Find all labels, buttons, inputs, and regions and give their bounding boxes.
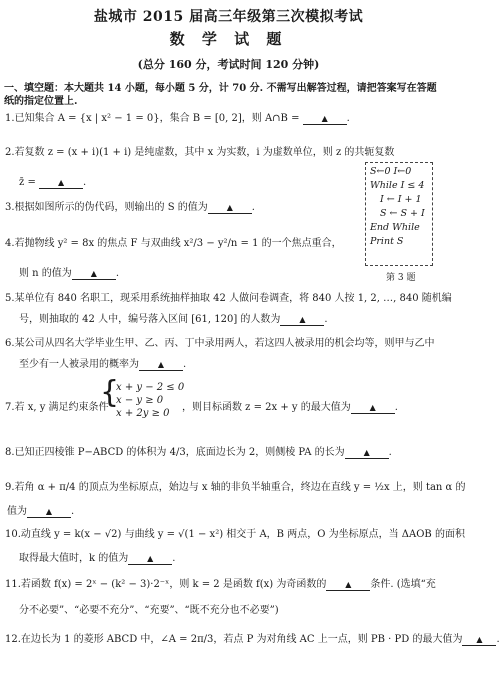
question-text-cont: 分不必要”、“必要不充分”、“充要”、“既不充分也不必要”) — [19, 605, 279, 616]
answer-blank[interactable]: ▲ — [27, 507, 71, 518]
pseudocode-line: While I ≤ 4 — [370, 180, 425, 191]
question-1: 1.已知集合 A = {x | x² − 1 = 0}，集合 B = [0, 2]，则 A∩B = ▲ . — [5, 113, 350, 124]
question-text: 在边长为 1 的菱形 ABCD 中，∠A = 2π/3，若点 P 为对角线 AC 上一点，则 PB · PD 的最大值为 — [20, 634, 463, 645]
question-4-continuation: 则 n 的值为 ▲ . — [5, 267, 119, 281]
answer-blank[interactable]: ▲ — [462, 635, 496, 646]
question-5 — [5, 292, 452, 306]
answer-blank[interactable]: ▲ — [72, 269, 116, 280]
question-number: 12. — [5, 634, 21, 645]
question-6 — [5, 337, 435, 351]
answer-blank[interactable]: ▲ — [326, 580, 370, 591]
answer-blank[interactable]: ▲ — [303, 114, 347, 125]
constraint-brace: { — [100, 375, 120, 410]
question-text: 根据如图所示的伪代码，则输出的 S 的值为 — [14, 202, 208, 213]
question-text-cont: 号，则抽取的 42 人中，编号落入区间 [61, 120] 的人数为 — [19, 314, 281, 325]
question-10 — [5, 528, 465, 542]
answer-blank[interactable]: ▲ — [39, 178, 83, 189]
question-number: 2. — [5, 147, 15, 158]
question-text: 若角 α + π/4 的顶点为坐标原点，始边与 x 轴的非负半轴重合，终边在直线 y = ½x 上，则 tan α 的 — [14, 482, 466, 493]
question-number: 10. — [5, 529, 21, 540]
constraint-1: x + y − 2 ≤ 0 — [116, 382, 185, 393]
question-number: 4. — [5, 238, 15, 249]
question-number: 7. — [5, 402, 15, 413]
exam-subtitle: 数 学 试 题 — [169, 30, 288, 48]
answer-blank[interactable]: ▲ — [345, 448, 389, 459]
section-instructions: 一、填空题：本大题共 14 小题，每小题 5 分，计 70 分. 不需写出解答过程，请把答案写在答题纸的指定位置上. — [4, 83, 437, 107]
question-text-cont: 则 n 的值为 — [19, 268, 72, 279]
question-4 — [5, 237, 342, 251]
pseudocode-line: Print S — [370, 236, 404, 247]
question-8: 8.已知正四棱锥 P−ABCD 的体积为 4/3，底面边长为 2，则侧棱 PA 的长为 ▲ . — [5, 447, 392, 458]
question-number: 5. — [5, 293, 15, 304]
question-text: 若抛物线 y² = 8x 的焦点 F 与双曲线 x²/3 − y²/n = 1 的一个焦点重合， — [14, 238, 342, 249]
question-text: 若 x, y 满足约束条件 — [14, 402, 109, 413]
pseudocode-line: I ← I + 1 — [380, 194, 422, 205]
question-text: 某单位有 840 名职工，现采用系统抽样抽取 42 人做问卷调查，将 840 人按 1, 2, …, 840 随机编 — [14, 293, 452, 304]
question-11-continuation — [5, 604, 279, 618]
question-10-continuation: 取得最大值时，k 的值为 ▲ . — [5, 552, 175, 566]
question-number: 8. — [5, 447, 15, 458]
constraint-3: x + 2y ≥ 0 — [116, 408, 170, 419]
question-number: 11. — [5, 579, 21, 590]
constraint-system — [116, 381, 184, 420]
question-text: 已知正四棱锥 P−ABCD 的体积为 4/3，底面边长为 2，则侧棱 PA 的长为 — [14, 447, 345, 458]
question-text-after: 条件. (选填“充 — [370, 579, 436, 590]
question-number: 1. — [5, 113, 15, 124]
pseudocode-box — [365, 162, 433, 266]
answer-blank[interactable]: ▲ — [280, 315, 324, 326]
question-text: 某公司从四名大学毕业生甲、乙、丙、丁中录用两人，若这四人被录用的机会均等，则甲与乙中 — [14, 338, 435, 349]
figure-caption: 第 3 题 — [386, 273, 416, 283]
question-7-tail: ，则目标函数 z = 2x + y 的最大值为 ▲ . — [182, 402, 398, 413]
pseudocode-line: End While — [370, 222, 420, 233]
question-number: 9. — [5, 482, 15, 493]
question-2 — [5, 146, 394, 160]
constraint-2: x − y ≥ 0 — [116, 395, 164, 406]
question-text-cont: 取得最大值时，k 的值为 — [19, 553, 129, 564]
question-6-continuation: 至少有一人被录用的概率为 ▲ . — [5, 358, 186, 372]
question-5-continuation: 号，则抽取的 42 人中，编号落入区间 [61, 120] 的人数为 ▲ . — [5, 313, 328, 327]
question-3: 3.根据如图所示的伪代码，则输出的 S 的值为 ▲ . — [5, 202, 255, 213]
question-text-cont: z̄ = — [19, 177, 40, 188]
question-text: 动直线 y = k(x − √2) 与曲线 y = √(1 − x²) 相交于 A，B 两点，O 为坐标原点，当 ΔAOB 的面积 — [20, 529, 465, 540]
exam-meta: (总分 160 分，考试时间 120 分钟) — [137, 58, 320, 71]
question-12: 12.在边长为 1 的菱形 ABCD 中，∠A = 2π/3，若点 P 为对角线 AC 上一点，则 PB · PD 的最大值为 ▲ . — [5, 634, 500, 645]
exam-title: 盐城市 2015 届高三年级第三次模拟考试 — [93, 9, 364, 25]
question-text-cont: 值为 — [7, 506, 27, 517]
question-text-cont: 至少有一人被录用的概率为 — [19, 359, 139, 370]
answer-blank[interactable]: ▲ — [139, 360, 183, 371]
question-text: 若复数 z = (x + i)(1 + i) 是纯虚数，其中 x 为实数，i 为虚数单位，则 z 的共轭复数 — [14, 147, 395, 158]
question-7 — [5, 401, 109, 415]
question-2-continuation: z̄ = ▲ . — [5, 176, 86, 190]
question-text: 若函数 f(x) = 2ˣ − (k² − 3)·2⁻ˣ，则 k = 2 是函数 f(x) 为奇函数的 — [20, 579, 327, 590]
pseudocode-line: S←0 I←0 — [370, 166, 412, 177]
question-text: 已知集合 A = {x | x² − 1 = 0}，集合 B = [0, 2]，则 A∩B = — [14, 113, 303, 124]
question-text-after: ，则目标函数 z = 2x + y 的最大值为 — [182, 402, 351, 413]
question-11 — [5, 578, 436, 592]
answer-blank[interactable]: ▲ — [128, 554, 172, 565]
section-header — [4, 82, 444, 108]
pseudocode-line: S ← S + I — [380, 208, 425, 219]
question-9 — [5, 481, 465, 495]
question-number: 6. — [5, 338, 15, 349]
question-9-continuation: 值为 ▲ . — [7, 506, 75, 517]
question-number: 3. — [5, 202, 15, 213]
answer-blank[interactable]: ▲ — [351, 403, 395, 414]
answer-blank[interactable]: ▲ — [208, 203, 252, 214]
